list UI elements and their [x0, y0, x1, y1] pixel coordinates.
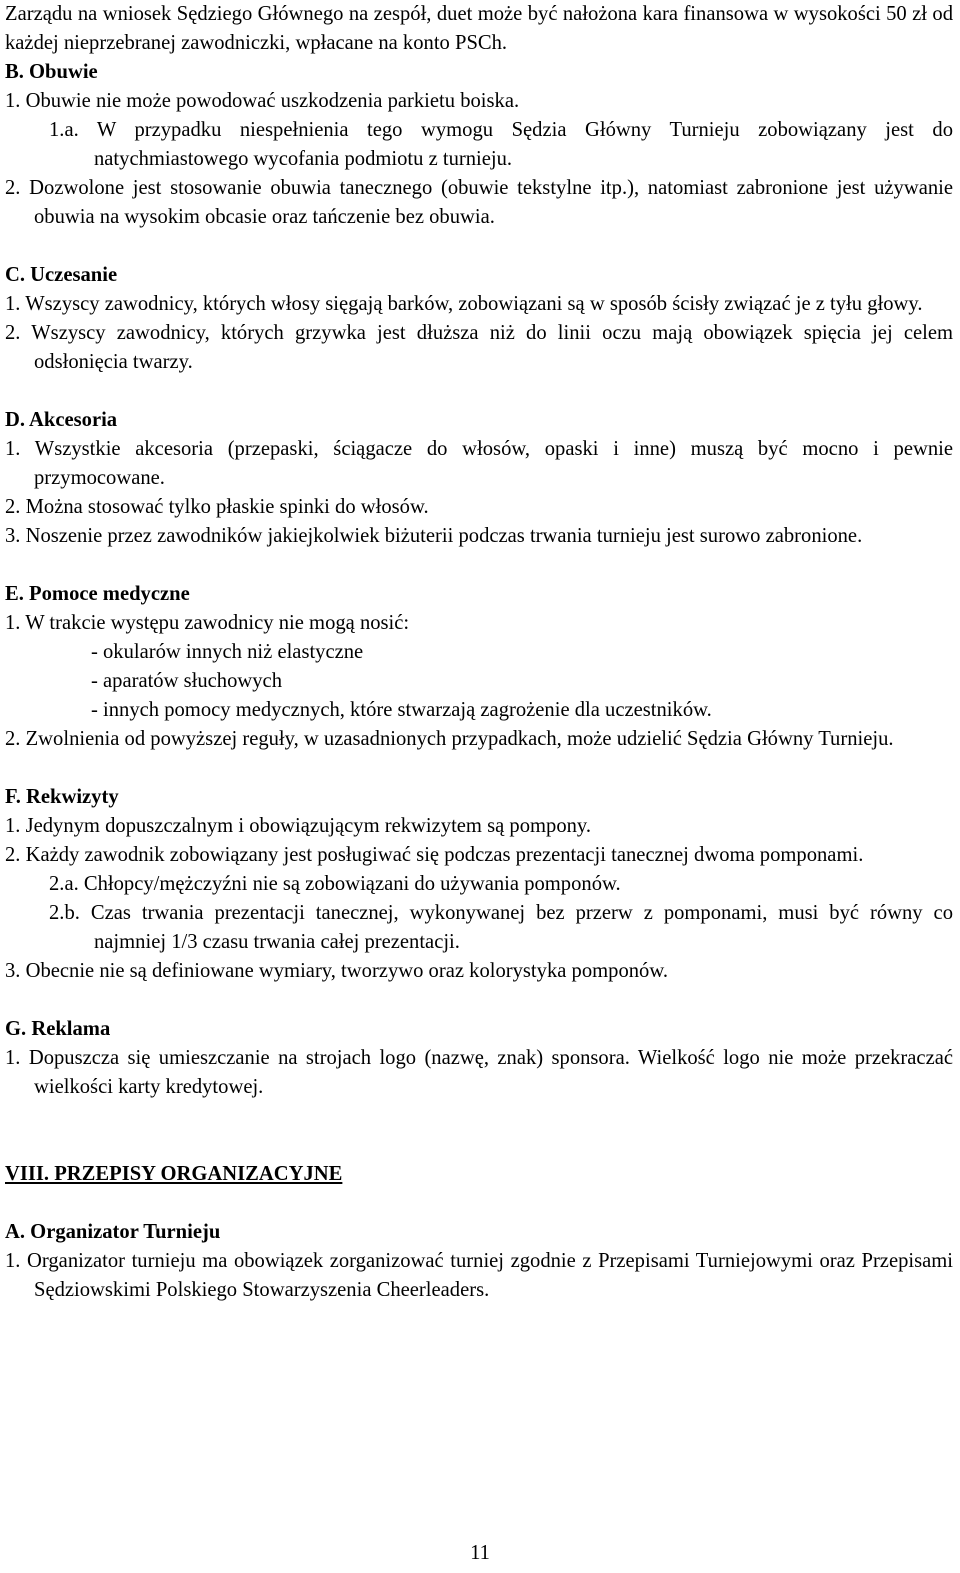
- heading-b-footwear: B. Obuwie: [5, 61, 98, 83]
- rule-f-3: 3. Obecnie nie są definiowane wymiary, tworzywo oraz kolorystyka pomponów.: [5, 960, 669, 982]
- heading-d-accessories: D. Akcesoria: [5, 409, 118, 431]
- rule-f-2b: 2.b. Czas trwania prezentacji tanecznej, wykonywanej bez przerw z pomponami, musi być równy co najmniej 1/3 czasu trwania całej prezentacji.: [49, 902, 953, 953]
- rule-b-1a: 1.a. W przypadku niespełnienia tego wymogu Sędzia Główny Turnieju zobowiązany jest do natychmiastowego wycofania podmiotu z turnieju.: [49, 119, 953, 170]
- rule-d-1: 1. Wszystkie akcesoria (przepaski, ściągacze do włosów, opaski i inne) muszą być mocno i pewnie przymocowane.: [5, 438, 953, 489]
- heading-a-organizer: A. Organizator Turnieju: [5, 1221, 221, 1243]
- rule-f-2: 2. Każdy zawodnik zobowiązany jest posługiwać się podczas prezentacji tanecznej dwoma pomponami.: [5, 844, 864, 866]
- rule-c-2: 2. Wszyscy zawodnicy, których grzywka jest dłuższa niż do linii oczu mają obowiązek spięcia jej celem odsłonięcia twarzy.: [5, 322, 953, 373]
- rule-b-2: 2. Dozwolone jest stosowanie obuwia tanecznego (obuwie tekstylne itp.), natomiast zabronione jest używanie obuwia na wysokim obcasie oraz tańczenie bez obuwia.: [5, 177, 953, 228]
- rule-d-2: 2. Można stosować tylko płaskie spinki do włosów.: [5, 496, 429, 518]
- rule-a-1: 1. Organizator turnieju ma obowiązek zorganizować turniej zgodnie z Przepisami Turniejowymi oraz Przepisami Sędziowskimi Polskiego Stowarzyszenia Cheerleaders.: [5, 1250, 953, 1301]
- page-number: 11: [470, 1542, 490, 1564]
- rule-g-1: 1. Dopuszcza się umieszczanie na strojach logo (nazwę, znak) sponsora. Wielkość logo nie może przekraczać wielkości karty kredytowej.: [5, 1047, 953, 1098]
- rule-e-1: 1. W trakcie występu zawodnicy nie mogą nosić:: [5, 612, 410, 634]
- intro-paragraph: Zarządu na wniosek Sędziego Głównego na zespół, duet może być nałożona kara finansowa w wysokości 50 zł od każdej nieprzebranej zawodniczki, wpłacane na konto PSCh.: [5, 3, 953, 54]
- rule-c-1: 1. Wszyscy zawodnicy, których włosy sięgają barków, zobowiązani są w sposób ścisły związać je z tyłu głowy.: [5, 293, 923, 315]
- rule-f-1: 1. Jedynym dopuszczalnym i obowiązującym rekwizytem są pompony.: [5, 815, 592, 837]
- heading-e-medical: E. Pomoce medyczne: [5, 583, 190, 605]
- rule-e-1-dash-2: - aparatów słuchowych: [91, 670, 282, 692]
- rule-d-3: 3. Noszenie przez zawodników jakiejkolwiek biżuterii podczas trwania turnieju jest surowo zabronione.: [5, 525, 863, 547]
- heading-f-props: F. Rekwizyty: [5, 786, 119, 808]
- heading-c-hair: C. Uczesanie: [5, 264, 118, 286]
- heading-g-advertising: G. Reklama: [5, 1018, 111, 1040]
- rule-e-1-dash-3: - innych pomocy medycznych, które stwarzają zagrożenie dla uczestników.: [91, 699, 712, 721]
- rule-f-2a: 2.a. Chłopcy/mężczyźni nie są zobowiązani do używania pomponów.: [49, 873, 621, 895]
- rule-b-1: 1. Obuwie nie może powodować uszkodzenia parkietu boiska.: [5, 90, 520, 112]
- rule-e-1-dash-1: - okularów innych niż elastyczne: [91, 641, 364, 663]
- document-page: [5, 0, 953, 1305]
- rule-e-2: 2. Zwolnienia od powyższej reguły, w uzasadnionych przypadkach, może udzielić Sędzia Główny Turnieju.: [5, 728, 894, 750]
- section-viii-heading: VIII. PRZEPISY ORGANIZACYJNE: [5, 1163, 343, 1185]
